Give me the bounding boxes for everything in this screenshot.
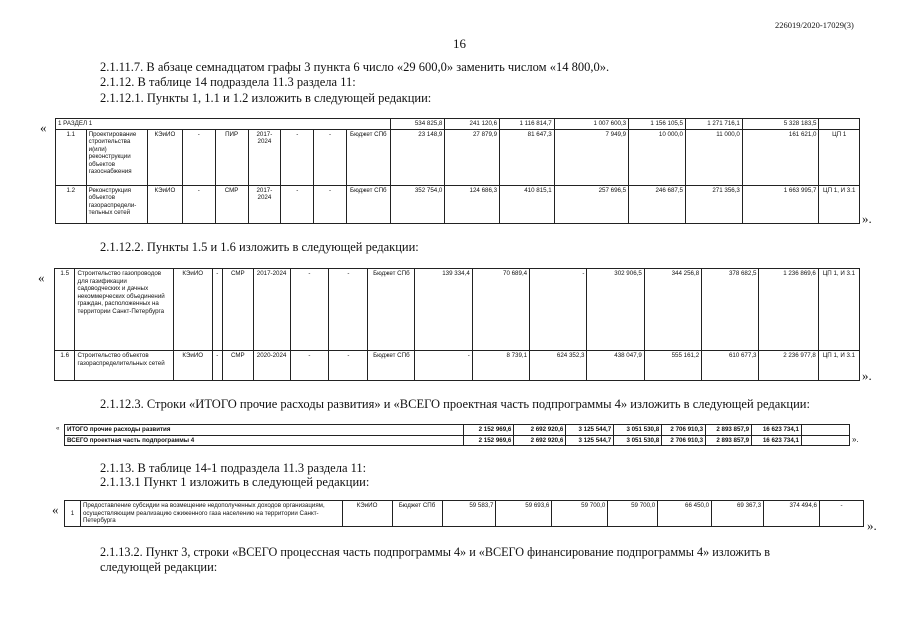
paragraph-2-1-13: 2.1.13. В таблице 14-1 подраздела 11.3 раздела 11: (100, 461, 367, 475)
cell-value: 344 256,8 (644, 269, 701, 351)
table-row (65, 435, 850, 446)
cell-value: 555 161,2 (644, 351, 701, 381)
cell-value: - (530, 269, 587, 351)
open-quote: « (38, 270, 45, 285)
document-number: 226019/2020-17029(3) (775, 20, 854, 30)
cell-value: 69 367,3 (712, 501, 764, 527)
cell-value: 59 700,0 (552, 501, 608, 527)
paragraph-2-1-12: 2.1.12. В таблице 14 подраздела 11.3 раздела 11: (100, 75, 356, 89)
table-totals (64, 424, 850, 446)
cell-years: 2020-2024 (253, 351, 290, 381)
cell-goal (819, 119, 860, 130)
cell-empty (801, 435, 849, 446)
cell-type: СМР (222, 269, 253, 351)
table-row (56, 129, 860, 185)
cell-num: 1.1 (56, 129, 87, 185)
cell-num: 1.5 (55, 269, 75, 351)
cell-value: 59 583,7 (442, 501, 496, 527)
close-quote: ». (862, 368, 872, 383)
cell-executor: КЭиИО (173, 269, 212, 351)
close-quote: ». (862, 211, 872, 226)
cell-value: - (314, 185, 347, 223)
cell-value: 23 148,9 (390, 129, 445, 185)
cell-value: 3 051 530,8 (614, 435, 662, 446)
cell-value: 2 692 920,6 (514, 435, 566, 446)
open-quote: « (56, 425, 60, 432)
table-points-1-5-1-6 (54, 268, 860, 381)
cell-name: Строительство газопроводов для газификации садоводческих и дачных некоммерческих объединений граждан, расположенных на территории Санкт-Петербурга (75, 269, 173, 351)
cell-value: - (182, 185, 215, 223)
cell-value: 70 689,4 (472, 269, 529, 351)
cell-num: 1 (65, 501, 81, 527)
cell-type: СМР (215, 185, 248, 223)
cell-goal: - (819, 501, 863, 527)
table-section-1 (55, 118, 860, 224)
page-number: 16 (453, 36, 466, 51)
cell-source: Бюджет СПб (392, 501, 442, 527)
cell-value: - (329, 351, 368, 381)
cell-name: Проектирование строительства и(или) реконструкции объектов газоснабжения (86, 129, 147, 185)
cell-total: 5 328 183,5 (742, 119, 819, 130)
table-row (56, 185, 860, 223)
table-14-1-point-1 (64, 500, 864, 527)
cell-value: - (212, 269, 222, 351)
cell-value: 410 815,1 (500, 185, 555, 223)
cell-value: 11 000,0 (686, 129, 743, 185)
cell-value: 1 116 814,7 (500, 119, 555, 130)
cell-total: 1 236 869,6 (759, 269, 818, 351)
cell-value: 3 125 544,7 (566, 425, 614, 436)
cell-value: 2 152 969,6 (464, 425, 514, 436)
cell-value: - (182, 129, 215, 185)
cell-total: 161 621,0 (742, 129, 819, 185)
cell-value: 7 949,9 (554, 129, 628, 185)
cell-value: - (329, 269, 368, 351)
cell-empty (801, 425, 849, 436)
cell-executor: КЭиИО (173, 351, 212, 381)
cell-value: 438 047,9 (587, 351, 644, 381)
cell-value: 241 120,6 (445, 119, 500, 130)
table-row (65, 425, 850, 436)
cell-source: Бюджет СПб (368, 351, 415, 381)
cell-value: 271 356,3 (686, 185, 743, 223)
cell-value: 124 686,3 (445, 185, 500, 223)
paragraph-2-1-12-3: 2.1.12.3. Строки «ИТОГО прочие расходы развития» и «ВСЕГО проектная часть подпрограммы 4» изложить в следующей редакции: (100, 397, 810, 411)
table-row (55, 269, 860, 351)
paragraph-2-1-13-1: 2.1.13.1 Пункт 1 изложить в следующей редакции: (100, 475, 370, 489)
cell-value: 27 879,9 (445, 129, 500, 185)
cell-total: 1 663 995,7 (742, 185, 819, 223)
cell-value: 139 334,4 (415, 269, 472, 351)
paragraph-2-1-13-2: 2.1.13.2. Пункт 3, строки «ВСЕГО процессная часть подпрограммы 4» и «ВСЕГО финансирование подпрограммы 4» изложить в (100, 545, 771, 559)
cell-value: 81 647,3 (500, 129, 555, 185)
cell-value: - (281, 185, 314, 223)
table-row (56, 119, 860, 130)
cell-value: - (281, 129, 314, 185)
cell-value: - (212, 351, 222, 381)
cell-value: 1 007 600,3 (554, 119, 628, 130)
cell-goal: ЦП 1, И 3.1 (818, 269, 859, 351)
cell-goal: ЦП 1, И 3.1 (818, 351, 859, 381)
table-row (65, 501, 864, 527)
cell-source: Бюджет СПб (368, 269, 415, 351)
cell-value: 10 000,0 (629, 129, 686, 185)
close-quote: ». (852, 435, 859, 444)
cell-value: - (314, 129, 347, 185)
paragraph-2-1-11-7: 2.1.11.7. В абзаце семнадцатом графы 3 пункта 6 число «29 600,0» заменить числом «14 800,0». (100, 60, 610, 74)
cell-years: 2017-2024 (248, 129, 281, 185)
cell-value: 624 352,3 (530, 351, 587, 381)
row-label: ВСЕГО проектная часть подпрограммы 4 (65, 435, 464, 446)
cell-value: 66 450,0 (658, 501, 712, 527)
cell-num: 1.6 (55, 351, 75, 381)
table-row (55, 351, 860, 381)
close-quote: ». (867, 518, 877, 533)
cell-value: 2 893 857,9 (706, 425, 752, 436)
cell-name: Реконструкция объектов газораспредели-тельных сетей (86, 185, 147, 223)
open-quote: « (40, 120, 47, 135)
cell-total: 16 623 734,1 (752, 425, 802, 436)
cell-value: 246 687,5 (629, 185, 686, 223)
cell-value: 2 692 920,6 (514, 425, 566, 436)
paragraph-2-1-12-1: 2.1.12.1. Пункты 1, 1.1 и 1.2 изложить в следующей редакции: (100, 91, 432, 105)
cell-executor: КЭиИО (147, 129, 182, 185)
cell-value: 378 682,5 (702, 269, 759, 351)
cell-type: СМР (222, 351, 253, 381)
cell-source: Бюджет СПб (346, 185, 390, 223)
cell-executor: КЭиИО (342, 501, 392, 527)
cell-value: 302 906,5 (587, 269, 644, 351)
cell-value: 2 706 910,3 (662, 425, 706, 436)
cell-value: - (290, 269, 329, 351)
cell-type: ПИР (215, 129, 248, 185)
cell-value: 1 271 716,1 (686, 119, 743, 130)
cell-value: 3 051 530,8 (614, 425, 662, 436)
cell-value: 610 677,3 (702, 351, 759, 381)
cell-value: 8 739,1 (472, 351, 529, 381)
row-label: ИТОГО прочие расходы развития (65, 425, 464, 436)
cell-value: 534 825,8 (390, 119, 445, 130)
paragraph-2-1-12-2: 2.1.12.2. Пункты 1.5 и 1.6 изложить в следующей редакции: (100, 240, 419, 254)
cell-value: 257 696,5 (554, 185, 628, 223)
cell-years: 2017-2024 (253, 269, 290, 351)
cell-value: 59 693,6 (496, 501, 552, 527)
cell-name: Строительство объектов газораспределительных сетей (75, 351, 173, 381)
open-quote: « (52, 502, 59, 517)
cell-goal: ЦП 1 (819, 129, 860, 185)
cell-name: Предоставление субсидии на возмещение недополученных доходов организациям, осуществляющим реализацию сжиженного газа населению на территории Санкт-Петербурга (80, 501, 342, 527)
cell-goal: ЦП 1, И 3.1 (819, 185, 860, 223)
cell-num: 1.2 (56, 185, 87, 223)
cell-value: 2 706 910,3 (662, 435, 706, 446)
cell-executor: КЭиИО (147, 185, 182, 223)
cell-value: 352 754,0 (390, 185, 445, 223)
cell-total: 16 623 734,1 (752, 435, 802, 446)
cell-value: 2 893 857,9 (706, 435, 752, 446)
cell-years: 2017-2024 (248, 185, 281, 223)
cell-value: 2 152 969,6 (464, 435, 514, 446)
cell-value: 1 156 105,5 (629, 119, 686, 130)
cell-source: Бюджет СПб (346, 129, 390, 185)
cell-value: 3 125 544,7 (566, 435, 614, 446)
cell-total: 374 494,6 (764, 501, 820, 527)
cell-value: 59 700,0 (608, 501, 658, 527)
paragraph-2-1-13-2-cont: следующей редакции: (100, 560, 218, 574)
cell-total: 2 236 977,8 (759, 351, 818, 381)
section-label: 1 РАЗДЕЛ 1 (56, 119, 391, 130)
cell-value: - (290, 351, 329, 381)
cell-value: - (415, 351, 472, 381)
